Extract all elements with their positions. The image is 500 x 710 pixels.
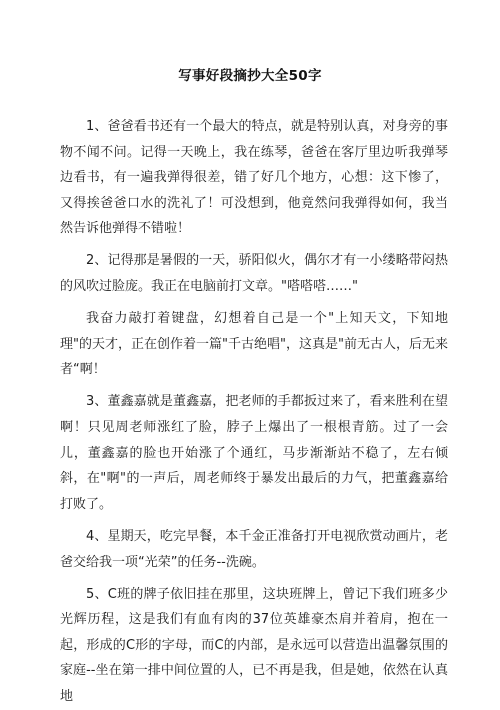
paragraph: 3、董鑫嘉就是董鑫嘉，把老师的手都扳过来了，看来胜利在望啊！只见周老师涨红了脸，脖子上爆出了一根根青筋。过了一会儿，董鑫嘉的脸也开始涨了个通红，马步渐渐站不稳了，左右倾斜，在"啊"的一声后，周老师终于暴发出最后的力气，把董鑫嘉给打败了。 — [60, 394, 448, 512]
paragraph: 4、星期天，吃完早餐，本千金正准备打开电视欣赏动画片，老爸交给我一项“光荣”的任务--洗碗。 — [60, 528, 448, 570]
paragraph: 我奋力敲打着键盘，幻想着自己是一个"上知天文，下知地理"的天才，正在创作着一篇"千古绝唱"，这真是"前无古人，后无来者“啊！ — [60, 311, 448, 378]
document-title: 写事好段摘抄大全50字 — [178, 68, 322, 84]
document-body — [60, 114, 448, 710]
paragraph: 5、C班的牌子依旧挂在那里，这块班牌上，曾记下我们班多少光辉历程，这是我们有血有肉的37位英雄豪杰肩并着肩，抱在一起，形成的C形的字母，而C的内部，是永远可以营造出温馨氛围的家庭--坐在第一排中间位置的人，已不再是我，但是她，依然在认真地 — [60, 586, 448, 704]
paragraph: 1、爸爸看书还有一个最大的特点，就是特别认真，对身旁的事物不闻不问。记得一天晚上，我在练琴，爸爸在客厅里边听我弹琴边看书，有一遍我弹得很差，错了好几个地方，心想：这下惨了，又得挨爸爸口水的洗礼了！可没想到，他竟然问我弹得如何，我当然告诉他弹得不错啦！ — [60, 119, 448, 237]
paragraph: 2、记得那是暑假的一天，骄阳似火，偶尔才有一小缕略带闷热的风吹过脸庞。我正在电脑前打文章。"嗒嗒嗒……" — [60, 253, 448, 295]
